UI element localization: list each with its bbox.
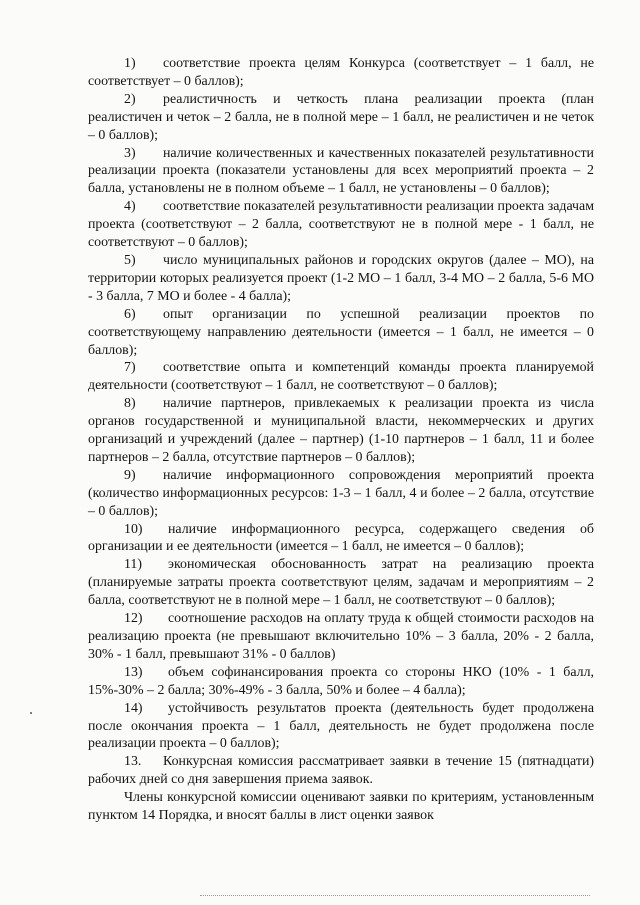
closing-paragraph: Члены конкурсной комиссии оценивают заявки по критериям, установленным пунктом 14 Порядка, и вносят баллы в лист оценки заявок	[88, 790, 594, 824]
criterion-text: наличие количественных и качественных показателей результативности реализации проекта (показатели установлены для всех мероприятий проекта – 2 балла, установлены не в полном объеме – 1 балл, не установлены – 0 баллов);	[88, 145, 594, 197]
criterion-number: 12)	[124, 611, 143, 627]
criterion-item	[88, 664, 594, 700]
criterion-item	[88, 395, 594, 467]
clause-text: Конкурсная комиссия рассматривает заявки в течение 15 (пятнадцати) рабочих дней со дня завершения приема заявок.	[88, 754, 594, 788]
criterion-item	[88, 521, 594, 557]
criterion-text: наличие информационного ресурса, содержащего сведения об организации и ее деятельности (имеется – 1 балл, не имеется – 0 баллов);	[88, 521, 594, 555]
criterion-number: 8)	[124, 396, 136, 412]
criterion-item	[88, 359, 594, 395]
criterion-number: 11)	[124, 557, 143, 573]
criterion-number: 14)	[124, 700, 143, 716]
criterion-text: экономическая обоснованность затрат на реализацию проекта (планируемые затраты проекта соответствуют целям, задачам и мероприятиям – 2 балла, соответствуют не в полной мере – 1 балл, не соответствуют – 0 баллов);	[88, 557, 594, 609]
criterion-number: 7)	[124, 360, 136, 376]
criterion-item	[88, 252, 594, 306]
criterion-item	[88, 55, 594, 91]
criterion-number: 1)	[124, 56, 136, 71]
criterion-item	[88, 700, 594, 754]
criterion-number: 3)	[124, 145, 136, 161]
criterion-number: 10)	[124, 521, 143, 537]
scan-mark	[30, 712, 32, 714]
criterion-text: наличие информационного сопровождения мероприятий проекта (количество информационных ресурсов: 1-3 – 1 балл, 4 и более – 2 балла, отсутствие – 0 баллов);	[88, 467, 594, 519]
page-bottom-line	[200, 895, 590, 896]
criterion-number: 4)	[124, 199, 136, 215]
document-page	[88, 55, 594, 825]
criterion-item	[88, 145, 594, 199]
criterion-text: устойчивость результатов проекта (деятельность будет продолжена после окончания проекта – 1 балл, деятельность не будет продолжена после реализации проекта – 0 баллов);	[88, 700, 594, 752]
criterion-item	[88, 91, 594, 145]
clause-13	[88, 753, 594, 789]
criterion-text: опыт организации по успешной реализации проектов по соответствующему направлению деятельности (имеется – 1 балл, не имеется – 0 баллов);	[88, 306, 594, 358]
criterion-text: число муниципальных районов и городских округов (далее – МО), на территории которых реализуется проект (1-2 МО – 1 балл, 3-4 МО – 2 балла, 5-6 МО - 3 балла, 7 МО и более - 4 балла);	[88, 252, 594, 304]
criterion-item	[88, 467, 594, 521]
criterion-text: соответствие опыта и компетенций команды проекта планируемой деятельности (соответствуют – 1 балл, не соответствуют – 0 баллов);	[88, 360, 594, 394]
criterion-item	[88, 198, 594, 252]
criterion-number: 6)	[124, 306, 136, 322]
criterion-item	[88, 556, 594, 610]
criterion-text: реалистичность и четкость плана реализации проекта (план реалистичен и четок – 2 балла, не в полной мере – 1 балл, не реалистичен и не четок – 0 баллов);	[88, 91, 594, 143]
criterion-text: соответствие показателей результативности реализации проекта задачам проекта (соответствуют – 2 балла, соответствуют не в полной мере - 1 балл, не соответствуют – 0 баллов);	[88, 199, 594, 251]
criterion-number: 13)	[124, 664, 143, 680]
criterion-number: 9)	[124, 467, 136, 483]
criterion-text: соответствие проекта целям Конкурса (соответствует – 1 балл, не соответствует – 0 баллов);	[88, 56, 594, 89]
criterion-number: 2)	[124, 91, 136, 107]
criterion-number: 5)	[124, 252, 136, 268]
criterion-text: наличие партнеров, привлекаемых к реализации проекта из числа органов государственной и муниципальной власти, некоммерческих и других организаций и учреждений (далее – партнер) (1-10 партнеров – 1 балл, 11 и более партнеров – 2 балла, отсутствие партнеров – 0 баллов);	[88, 396, 594, 465]
criterion-item	[88, 306, 594, 360]
criterion-text: соотношение расходов на оплату труда к общей стоимости расходов на реализацию проекта (не превышают включительно 10% – 3 балла, 20% - 2 балла, 30% - 1 балл, превышают 31% - 0 баллов)	[88, 611, 594, 662]
clause-number: 13.	[124, 754, 142, 770]
criteria-list	[88, 55, 594, 753]
criterion-item	[88, 610, 594, 664]
criterion-text: объем софинансирования проекта со стороны НКО (10% - 1 балл, 15%-30% – 2 балла; 30%-49% - 3 балла, 50% и более – 4 балла);	[88, 664, 594, 698]
